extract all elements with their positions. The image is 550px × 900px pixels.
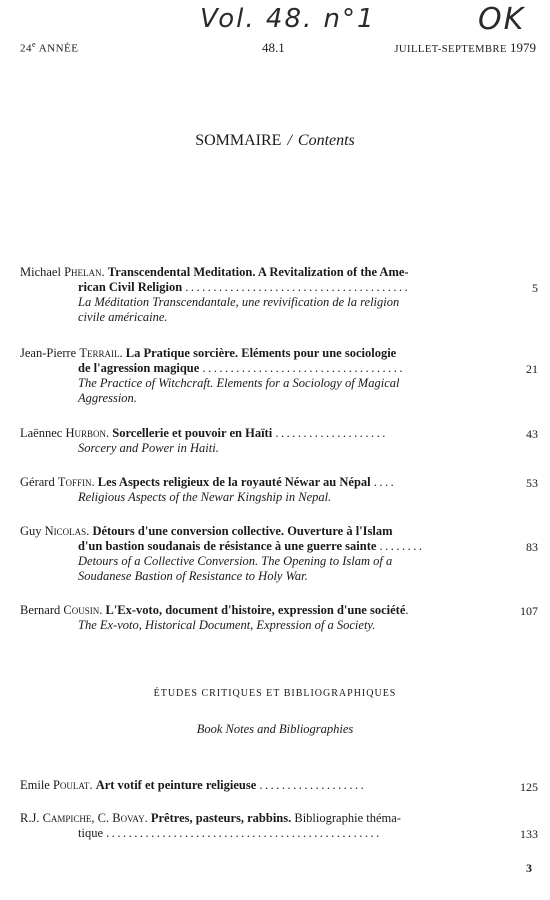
book-note-entry[interactable]: R.J. Campiche, C. Bovay. Prêtres, pasteurs, rabbins. Bibliographie théma- tique ................................................. — [20, 811, 401, 840]
page-number: 3 — [526, 861, 532, 875]
toc-page-number: 133 — [520, 827, 538, 841]
toc-entry[interactable]: Jean-Pierre Terrail. La Pratique sorcière. Eléments pour une sociologie de l'agression magique .................................... The Practice of Witchcraft. Elements for a Sociology of Magical Aggression. — [20, 346, 405, 405]
toc-page-number: 21 — [526, 362, 538, 376]
toc-page-number: 53 — [526, 476, 538, 490]
section-subheading: Book Notes and Bibliographies — [196, 722, 354, 736]
toc-entry[interactable]: Gérard Toffin. Les Aspects religieux de la royauté Néwar au Népal .... Religious Aspects of the Newar Kingship in Nepal. — [20, 475, 397, 504]
handwritten-volume-note: Vol. 48. n°1 — [200, 4, 376, 34]
page-title: SOMMAIRE / Contents — [195, 132, 355, 149]
toc-page-number: 83 — [526, 540, 538, 554]
header-year-of-publication: 24e ANNÉE — [20, 40, 79, 55]
book-note-entry[interactable]: Emile Poulat. Art votif et peinture religieuse ................... — [20, 778, 367, 792]
toc-page-number: 107 — [520, 604, 538, 618]
toc-entry[interactable]: Laënnec Hurbon. Sorcellerie et pouvoir en Haïti .................... Sorcery and Power in Haiti. — [20, 426, 388, 455]
section-heading: ÉTUDES CRITIQUES ET BIBLIOGRAPHIQUES — [153, 688, 397, 699]
toc-page-number: 125 — [520, 780, 538, 794]
header-issue-number: 48.1 — [262, 40, 285, 55]
toc-page-number: 43 — [526, 427, 538, 441]
toc-entry[interactable]: Guy Nicolas. Détours d'une conversion collective. Ouverture à l'Islam d'un bastion soudanais de résistance à une guerre sainte ........ Detours of a Collective Conversion. The Opening to Islam of a Soudanese Bastion of Resistance to Holy War. — [20, 524, 425, 583]
toc-page-number: 5 — [532, 281, 538, 295]
toc-entry[interactable]: Bernard Cousin. L'Ex-voto, document d'histoire, expression d'une société. The Ex-voto, Historical Document, Expression of a Society. — [20, 603, 409, 632]
handwritten-ok-note: OK — [478, 2, 526, 37]
header-period: JUILLET-SEPTEMBRE 1979 — [394, 40, 536, 55]
toc-entry[interactable]: Michael Phelan. Transcendental Meditation. A Revitalization of the Ame- rican Civil Religion ........................................ La Méditation Transcendantale, une revivification de la religion civile américaine. — [20, 265, 411, 324]
